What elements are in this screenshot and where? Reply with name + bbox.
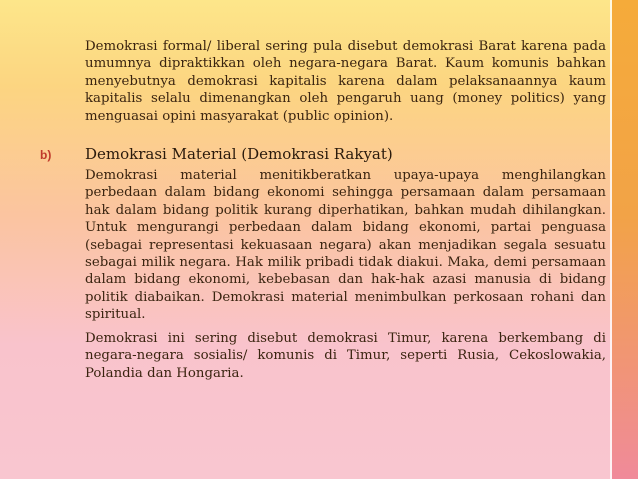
- section-paragraph-2: Demokrasi ini sering disebut demokrasi Timur, karena berkembang di negara-negara sosialis/ komunis di Timur, seperti Rusia, Cekoslowakia, Polandia dan Hongaria.: [85, 330, 606, 381]
- intro-paragraph: Demokrasi formal/ liberal sering pula disebut demokrasi Barat karena pada umumnya dipraktikkan oleh negara-negara Barat. Kaum komunis bahkan menyebutnya demokrasi kapitalis karena dalam pelaksanaannya kaum kapitalis selalu dimenangkan oleh pengaruh uang (money politics) yang menguasai opini masyarakat (public opinion).: [85, 39, 606, 124]
- section-paragraph-1: Demokrasi material menitikberatkan upaya-upaya menghilangkan perbedaan dalam bidang ekonomi sehingga persamaan dalam persamaan hak dalam bidang politik kurang diperhatikan, bahkan mudah dihilangkan. Untuk mengurangi perbedaan dalam bidang ekonomi, partai penguasa (sebagai representasi kekuasaan negara) akan menjadikan segala sesuatu sebagai milik negara. Hak milik pribadi tidak diakui. Maka, demi persamaan dalam bidang ekonomi, kebebasan dan hak-hak azasi manusia di bidang politik diabaikan. Demokrasi material menimbulkan perkosaan rohani dan spiritual.: [85, 168, 606, 323]
- section-heading-row: [40, 145, 606, 163]
- decorative-side-bar: [612, 0, 638, 479]
- slide-content: [40, 38, 606, 382]
- list-marker: b): [40, 148, 52, 163]
- section-heading: Demokrasi Material (Demokrasi Rakyat): [85, 145, 393, 164]
